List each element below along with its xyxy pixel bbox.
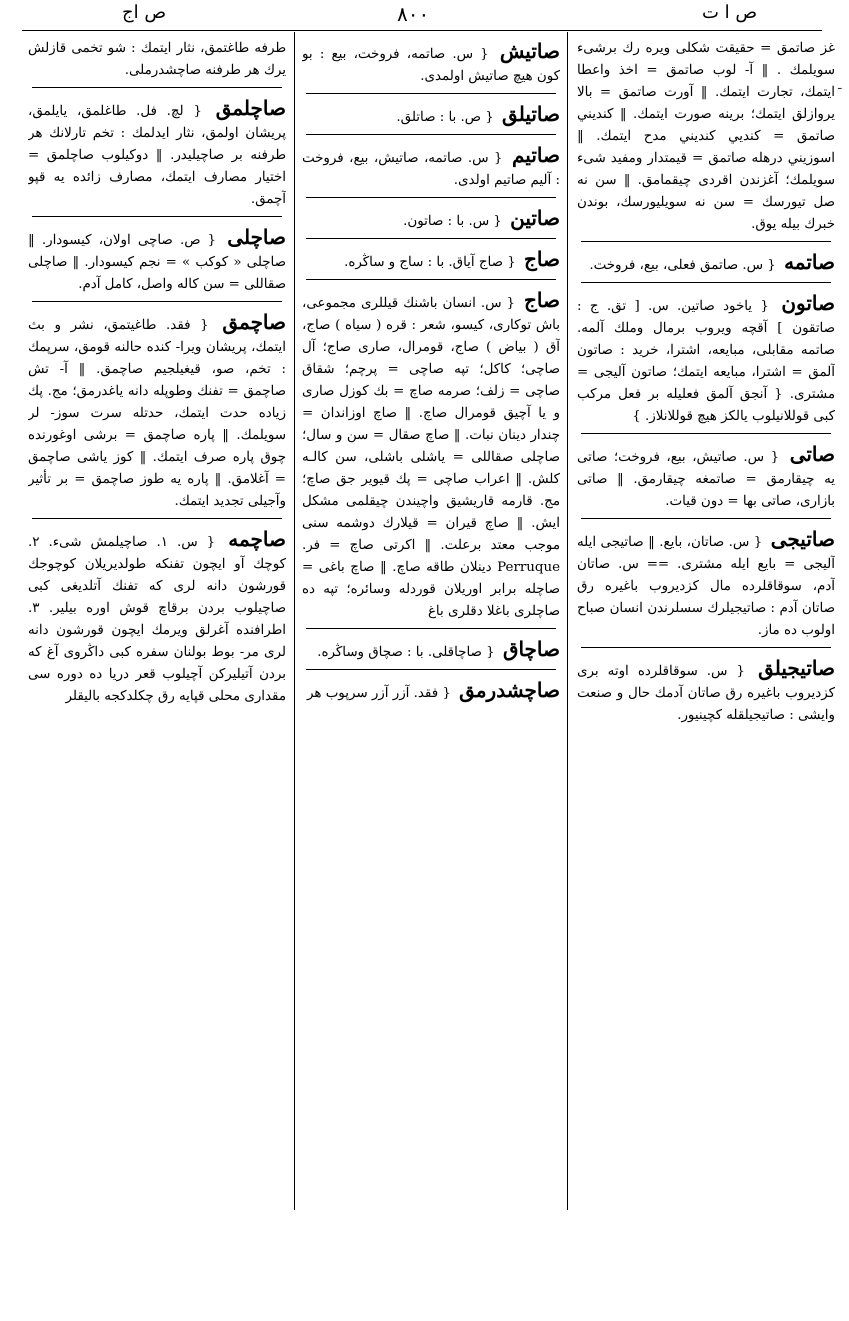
running-head <box>22 0 822 34</box>
dictionary-entry <box>577 441 835 513</box>
dictionary-entry <box>28 309 286 513</box>
dictionary-entry <box>28 526 286 708</box>
entry-definition: { س. صاتان، بايع. ‖ صاتيجى ايله آليجى = بايع ايله مشترى. == س. صاتان آدم، سوقاقلرده مال كزديروب باغيره رق صاتان آدم : صاتيجيلرك سسلرندن انسان صباح اولوب ده ماز. <box>577 535 835 638</box>
dictionary-entry <box>302 287 560 623</box>
entry-headword: صاتيلق <box>502 102 560 126</box>
entry-headword: صاچاق <box>502 637 560 661</box>
entry-definition: غز صاتمق = حقيقت شكلى ويره رك برشىء سويلمك . ‖ آ- لوب صاتمق = اخذ واعطا ايتمك، تجارت ايتمك. ‖ آورت صاتمق = بالا يروازلق ايتمك؛ برينه صورت ايتمك. ‖ كنديني صاتمق = كنديي كنديني مدح ايتمك. ‖ اسوزيني درهله صاتمق = قيمتدار ومفيد شىء سويلمك؛ آغزندن اقردى چيقمامق. ‖ سن نه صل تيورسك = سن نه سويليورسك، بوندن خبرك بيله يوق. <box>577 41 835 232</box>
column-divider-left <box>294 32 295 1210</box>
entry-headword: صاتيم <box>512 143 560 167</box>
entry-continuation <box>28 38 286 82</box>
entry-definition: { س. صاتمه، فروخت، بيع : بو كون هيچ صاتيش اولمدى. <box>302 47 560 84</box>
entry-separator <box>306 197 556 198</box>
entry-definition: { لچ. فل. طاغلمق، يايلمق، پريشان اولمق، نثار ايدلمك : تخم تارلانك هر طرفنه بر صاچيليدر. ‖ دوكيلوب صاچلمق = اختيار مصارف ايتمك، مصارف زائده يه قپو آچمق. <box>28 104 286 207</box>
dictionary-entry <box>302 636 560 664</box>
dictionary-entry <box>577 249 835 277</box>
entry-separator <box>306 238 556 239</box>
dictionary-column-left <box>28 38 286 1208</box>
header-rule <box>22 30 822 31</box>
dictionary-entry <box>577 526 835 642</box>
entry-headword: صاچمق <box>222 310 286 334</box>
entry-separator <box>32 216 282 217</box>
entry-definition: { فقد. آزر آزر سرپوب هر <box>307 686 451 701</box>
entry-definition: { س. انسان باشنك قيللرى مجموعى، باش توكارى، كيسو، شعر : قره ( سياه ) صاج، آق ( بياض ) صاج، قومرال، صارى صاج؛ آل صاچى؛ كاكل؛ تپه صاچى = پرچم؛ شقاق صاچى = زلف؛ صرمه صاچ = بك كوزل صارى و يا آچيق قومرال صاچ. ‖ صاچ اوزاندان = چندار دينان نبات. ‖ صاچ صقال = سن و سال؛ صاچلى صقاللى = ياشلى باشلى، سن كالـه كلش. ‖ اعراب صاچى = پك قيوير جق صاچ؛ مج. قارمه قاريشيق واچيندن چيقلمى مشكل ايش. ‖ صاچ قيران = قيلارك دوشمه سنى موجب معتد برعلت. ‖ اكرتى صاچ = فر. Perruque دينلان طاقه صاچ. ‖ صاچ باغى = صاچله برابر اوريلان قوردله وسائره؛ تپه ده صاچلرى باغلا دقلرى باغ <box>302 296 560 619</box>
entry-separator <box>32 518 282 519</box>
dictionary-entry <box>302 142 560 192</box>
dictionary-entry <box>302 101 560 129</box>
dictionary-entry <box>302 205 560 233</box>
entry-separator <box>306 279 556 280</box>
entry-definition: { صاج آياق. با : ساج و ساڭره. <box>344 255 516 270</box>
entry-definition: { س. سوقاقلرده اوته برى كزديروب باغيره رق صاتان آدمك حال و صنعت وايشى : صاتيجيلقله كچينيور. <box>577 664 835 723</box>
running-head-right: ص ا ت <box>702 2 758 23</box>
entry-separator <box>306 669 556 670</box>
entry-headword: صاچشدرمق <box>459 678 560 702</box>
entry-separator <box>581 647 831 648</box>
entry-separator <box>32 301 282 302</box>
entry-definition: { ص. با : صاتلق. <box>396 110 494 125</box>
entry-headword: صاتيجيلق <box>758 656 835 680</box>
dictionary-entry <box>28 95 286 211</box>
entry-separator <box>32 87 282 88</box>
entry-definition: { فقد. طاغيتمق، نشر و بث ايتمك، پريشان ويرا- كنده حالنه قومق، سرپمك : تخم، صو، قيغيلجيم صاچمق. ‖ آ- تش صاچمق = تفنك وطوپله دانه ياغدرمق؛ مج. پك زياده حدت ايتمك، حدتله سرت سوز- لر سويلمك. ‖ پاره صاچمق = برشى اوغورنده چوق پاره صرف ايتمك. ‖ كوز ياشى صاچمق = آغلامق. ‖ پاره يه طوز صاچمق = بر تأثير وآجيلى تجديد ايتمك. <box>28 318 286 509</box>
dictionary-column-right <box>577 38 835 1208</box>
entry-separator <box>306 134 556 135</box>
entry-continuation <box>577 38 835 236</box>
column-divider-right <box>567 32 568 1210</box>
dictionary-entry <box>577 655 835 727</box>
entry-headword: صاج <box>523 288 560 312</box>
entry-headword: صاتيجى <box>770 527 835 551</box>
entry-definition: { صاچاقلى. با : صچاق وساڭره. <box>317 645 495 660</box>
entry-headword: صاج <box>524 247 560 271</box>
entry-separator <box>306 628 556 629</box>
entry-headword: صاتين <box>510 206 560 230</box>
entry-definition: { س. صاتمه، صاتيش، بيع، فروخت : آليم صاتيم اولدى. <box>302 151 560 188</box>
dictionary-entry <box>302 246 560 274</box>
entry-separator <box>581 433 831 434</box>
entry-definition: { ص. صاچى اولان، كيسودار. ‖ صاچلى « كوكب » = نجم كيسودار. ‖ صاچلى صقاللى = سن كاله واصل، كامل آدم. <box>28 233 286 292</box>
entry-separator <box>581 282 831 283</box>
margin-mark: ـ <box>838 78 842 92</box>
entry-headword: صاتمه <box>784 250 835 274</box>
entry-definition: { س. ١. صاچيلمش شىء. ٢. كوچك آو ايچون تفنكه طولديريلان كوچوجك قورشون دانه لرى كه تفنك آتلديغى كبى صاچيلوب بردن برقاچ قوش اوره بيلير. ٣. اطرافنده آغرلق ويرمك ايچون قورشون دانه لرى مر- بوط بولنان سفره كبى داڭروى آغ كه بردن آتيليركن آچيلوب قعر دريا ده دوره سى مقدارى محلى قپايه رق چكلدكجه باليقلر <box>28 535 286 704</box>
entry-headword: صاتون <box>781 291 835 315</box>
entry-separator <box>306 93 556 94</box>
entry-definition: { ياخود صاتين. س. [ تق. ج : صاتقون ] آقچه ويروب برمال وملك آلمه. صاتمه مقابلى، مبايعه، اشترا، خريد : صاتون آلمق = اشترا، مبايعه ايتمك؛ صاتون آليجى = مشترى. { آنجق آلمق فعليله بر فعل مركب كبى قوللانيلوب يالكز هيچ قوللانلاز. } <box>577 299 835 424</box>
entry-definition: { س. صاتمق فعلى، بيع، فروخت. <box>589 258 776 273</box>
entry-headword: صاتى <box>789 442 835 466</box>
entry-headword: صاچمه <box>228 527 286 551</box>
entry-definition: { س. صاتيش، بيع، فروخت؛ صاتى يه چيقارمق = صاتمغه چيقارمق. ‖ صاتى بازارى، صاتى بها = دون قيات. <box>577 450 835 509</box>
entry-separator <box>581 518 831 519</box>
dictionary-entry <box>302 677 560 705</box>
dictionary-entry <box>302 38 560 88</box>
dictionary-entry <box>28 224 286 296</box>
entry-definition: طرفه طاغتمق، نثار ايتمك : شو تخمى قازلش يرك هر طرفنه صاچشدرملى. <box>28 41 286 78</box>
entry-definition: { س. با : صاتون. <box>403 214 502 229</box>
dictionary-column-middle <box>302 38 560 1208</box>
entry-headword: صاچلمق <box>215 96 286 120</box>
page-number: ٨٠٠ <box>397 2 430 26</box>
entry-headword: صاچلى <box>227 225 286 249</box>
dictionary-entry <box>577 290 835 428</box>
entry-separator <box>581 241 831 242</box>
entry-headword: صاتيش <box>499 39 560 63</box>
running-head-left: ص اج <box>122 2 167 23</box>
